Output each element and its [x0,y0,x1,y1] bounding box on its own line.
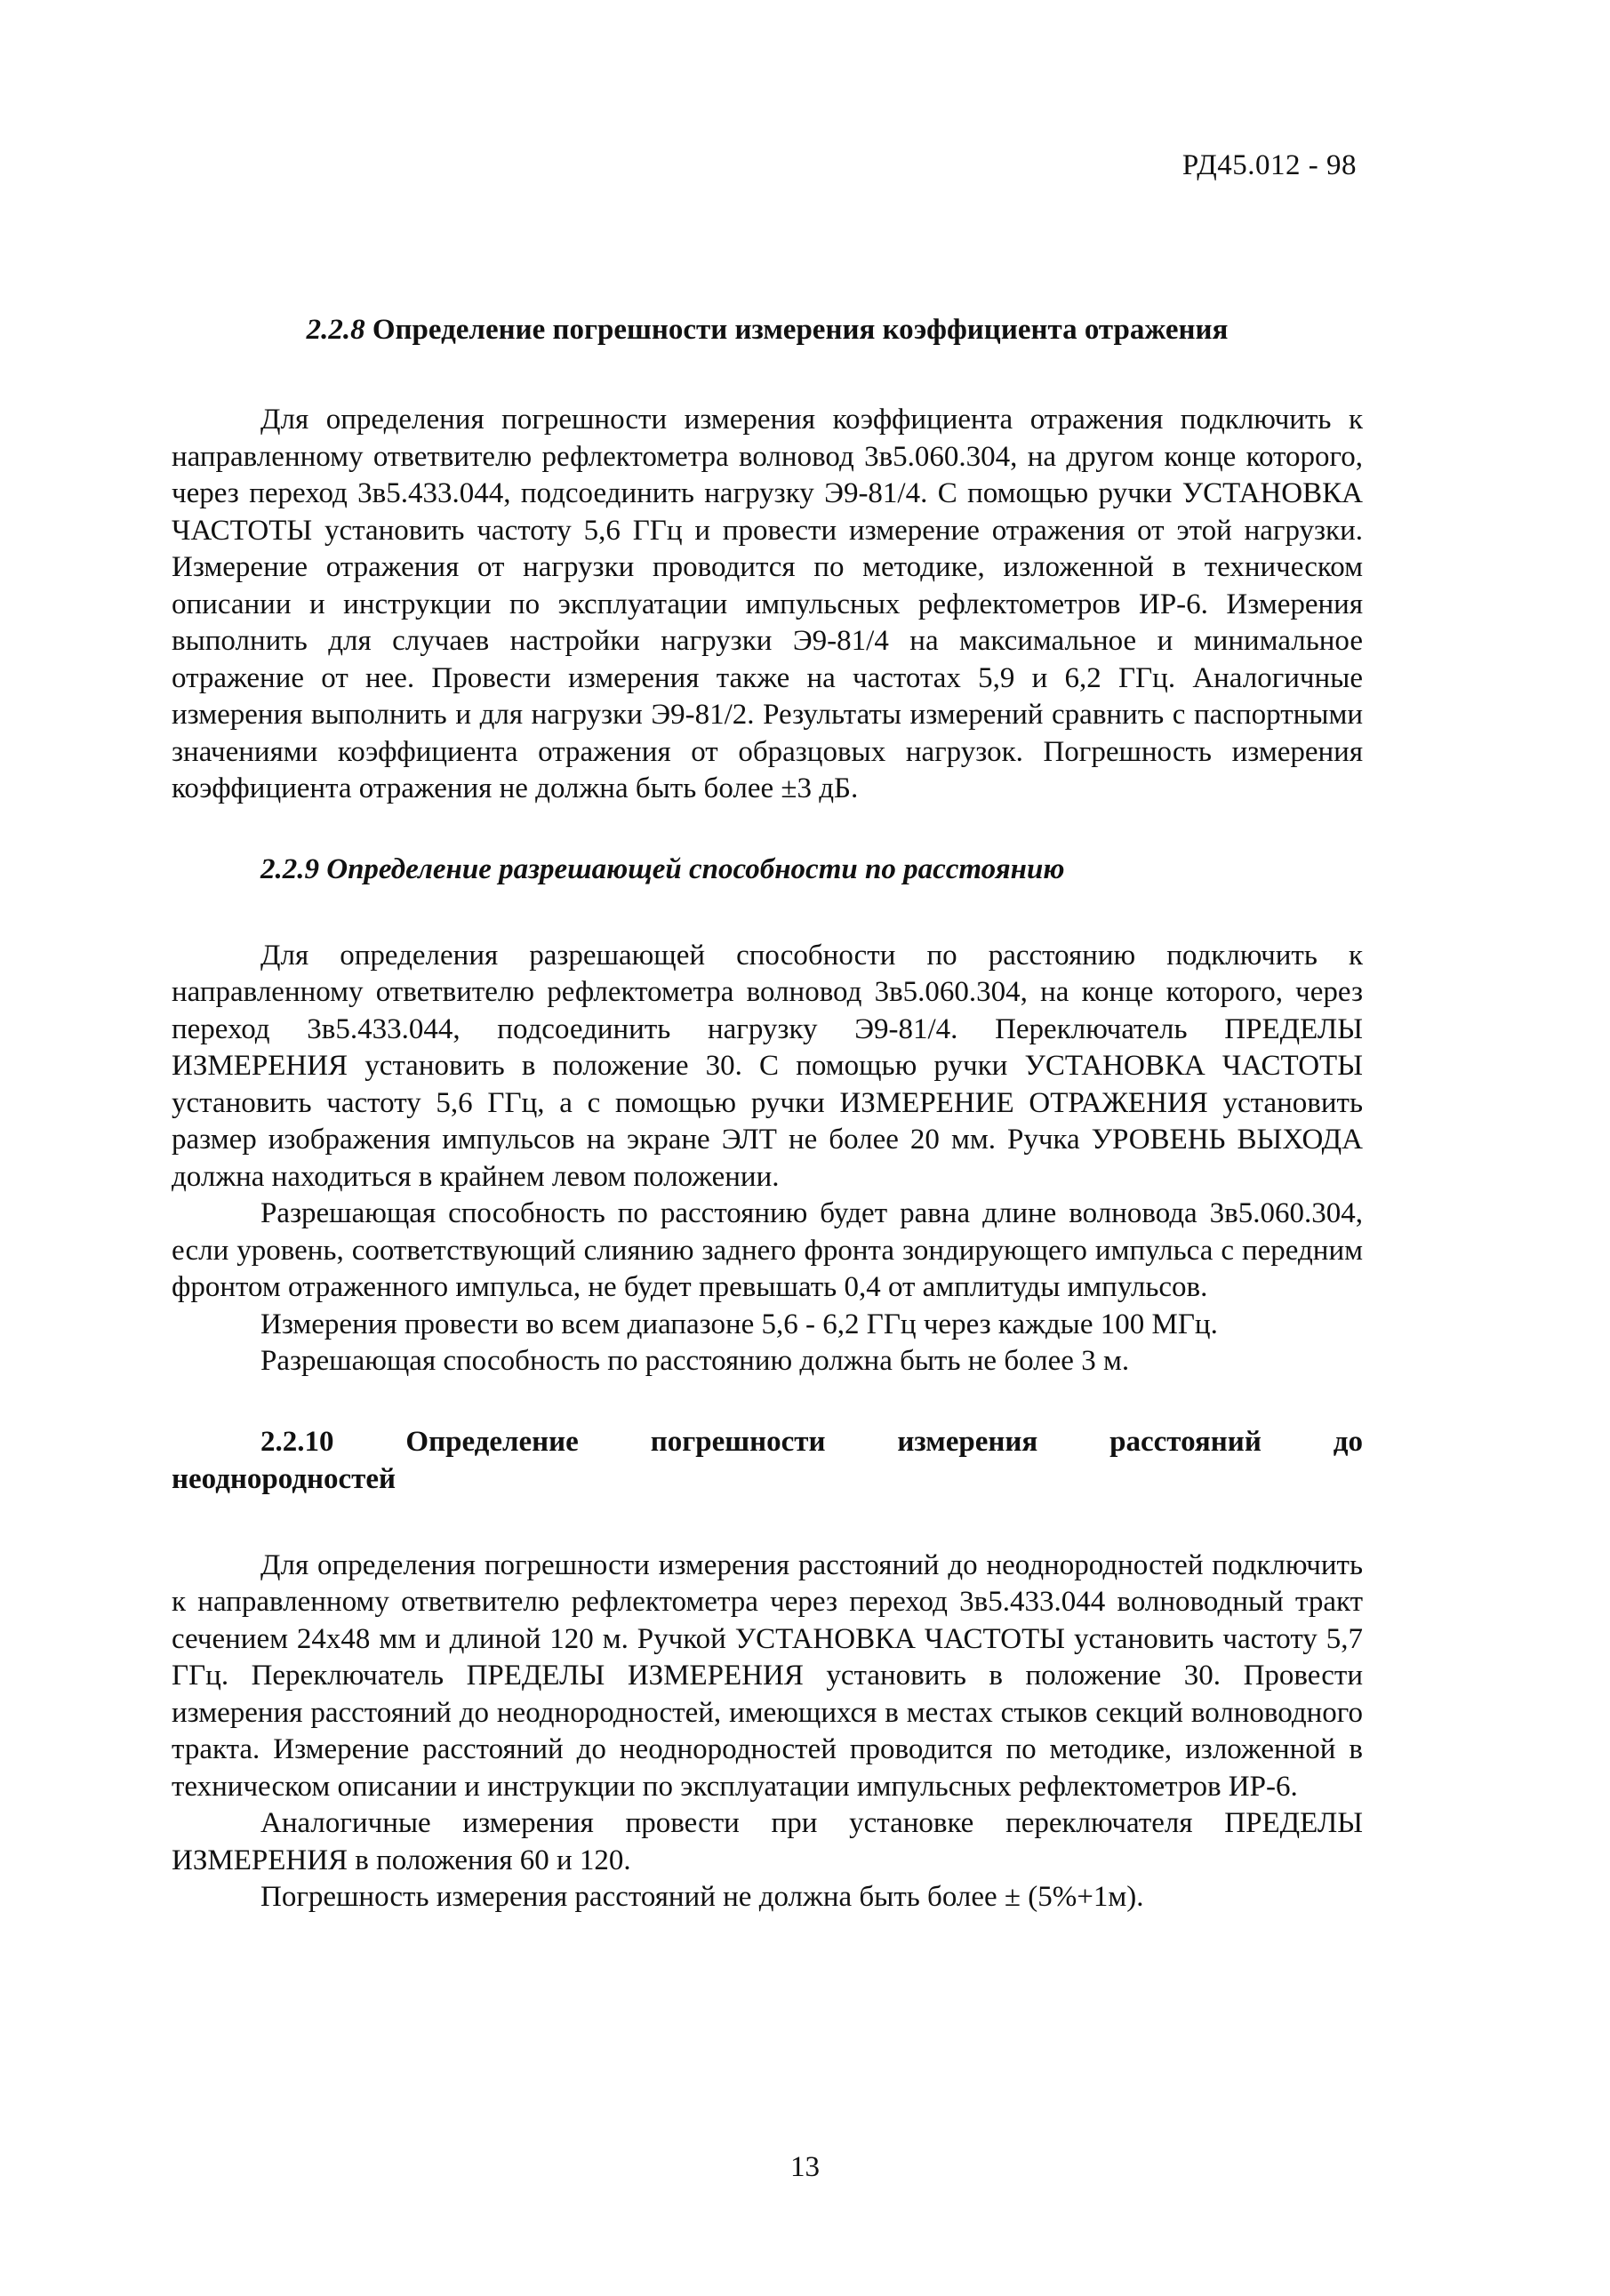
heading-word: Определение [405,1425,579,1458]
section-2-2-9-heading [172,851,1363,888]
section-2-2-10-heading [172,1423,1363,1460]
heading-word: расстояний [1109,1425,1262,1458]
heading-word: измерения [897,1425,1038,1458]
section-2-2-9-paragraph-3: Измерения провести во всем диапазоне 5,6 - 6,2 ГГц через каждые 100 МГц. [260,1308,1218,1340]
section-title: Определение разрешающей способности по расстоянию [326,852,1065,885]
section-title: Определение погрешности измерения коэффициента отражения [372,314,1229,346]
section-2-2-10-paragraph-1: Для определения погрешности измерения расстояний до неоднородностей подключить к направленному ответвителю рефлектометра через переход 3в5.433.044 волноводный тракт сечением 24х48 мм и длиной 120 м. Ручкой УСТАНОВКА ЧАСТОТЫ установить частоту 5,7 ГГц. Переключатель ПРЕДЕЛЫ ИЗМЕРЕНИЯ установить в положение 30. Провести измерения расстояний до неоднородностей, имеющихся в местах стыков секций волноводного тракта. Измерение расстояний до неоднородностей проводится по методике, изложенной в техническом описании и инструкции по эксплуатации импульсных рефлектометров ИР-6. [172,1548,1363,1803]
document-code-header: РД45.012 - 98 [1181,149,1357,181]
section-2-2-10-paragraph-3: Погрешность измерения расстояний не должна быть более ± (5%+1м). [260,1881,1144,1913]
section-2-2-10-paragraph-2: Аналогичные измерения провести при установке переключателя ПРЕДЕЛЫ ИЗМЕРЕНИЯ в положения 60 и 120. [172,1807,1363,1876]
page-number: 13 [790,2151,820,2183]
section-2-2-8-heading [172,311,1363,348]
section-2-2-10-heading-line2: неоднородностей [172,1462,396,1495]
section-2-2-9-paragraph-1: Для определения разрешающей способности по расстоянию подключить к направленному ответвителю рефлектометра волновод 3в5.060.304, на конце которого, через переход 3в5.433.044, подсоединить нагрузку Э9-81/4. Переключатель ПРЕДЕЛЫ ИЗМЕРЕНИЯ установить в положение 30. С помощью ручки УСТАНОВКА ЧАСТОТЫ установить частоту 5,6 ГГц, а с помощью ручки ИЗМЕРЕНИЕ ОТРАЖЕНИЯ установить размер изображения импульсов на экране ЭЛТ не более 20 мм. Ручка УРОВЕНЬ ВЫХОДА должна находиться в крайнем левом положении. [172,939,1363,1193]
page-content [172,311,1363,1916]
section-number: 2.2.8 [306,314,365,346]
section-number: 2.2.9 [260,852,319,885]
section-2-2-8-paragraph: Для определения погрешности измерения коэффициента отражения подключить к направленному ответвителю рефлектометра волновод 3в5.060.304, на другом конце которого, через переход 3в5.433.044, подсоединить нагрузку Э9-81/4. С помощью ручки УСТАНОВКА ЧАСТОТЫ установить частоту 5,6 ГГц и провести измерение отражения от этой нагрузки. Измерение отражения от нагрузки проводится по методике, изложенной в техническом описании и инструкции по эксплуатации импульсных рефлектометров ИР-6. Измерения выполнить для случаев настройки нагрузки Э9-81/4 на максимальное и минимальное отражение от нее. Провести измерения также на частотах 5,9 и 6,2 ГГц. Аналогичные измерения выполнить и для нагрузки Э9-81/2. Результаты измерений сравнить с паспортными значениями коэффициента отражения от образцовых нагрузок. Погрешность измерения коэффициента отражения не должна быть более ±3 дБ. [172,404,1363,804]
heading-word: до [1333,1425,1363,1458]
section-2-2-9-paragraph-2: Разрешающая способность по расстоянию будет равна длине волновода 3в5.060.304, если уровень, соответствующий слиянию заднего фронта зондирующего импульса с передним фронтом отраженного импульса, не будет превышать 0,4 от амплитуды импульсов. [172,1197,1363,1303]
section-2-2-9-paragraph-4: Разрешающая способность по расстоянию должна быть не более 3 м. [260,1345,1130,1377]
section-number: 2.2.10 [260,1425,334,1458]
heading-word: погрешности [650,1425,826,1458]
